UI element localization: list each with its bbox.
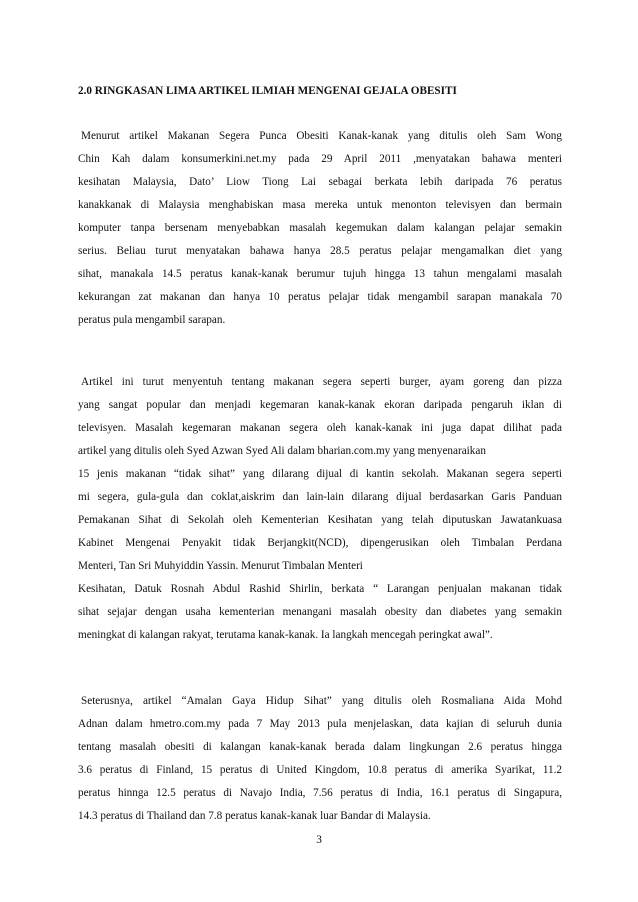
paragraph-line: mi segera, gula-gula dan coklat,aiskrim dan lain-lain dilarang dijual berdasarkan Garis Panduan (78, 491, 562, 503)
paragraph-line: sihat, manakala 14.5 peratus kanak-kanak berumur tujuh hingga 13 tahun mengalami masalah (78, 268, 562, 280)
paragraph-line: sihat sejajar dengan usaha kementerian menangani masalah obesity dan diabetes yang semakin (78, 606, 562, 618)
paragraph-line: peratus hinnga 12.5 peratus di Navajo India, 7.56 peratus di India, 16.1 peratus di Singapura, (78, 787, 562, 799)
paragraph-line: komputer tanpa bersenam menyebabkan masalah kegemukan dalam kalangan pelajar semakin (78, 222, 562, 234)
paragraph-line: 15 jenis makanan “tidak sihat” yang dilarang dijual di kantin sekolah. Makanan segera seperti (78, 468, 562, 480)
page-number: 3 (316, 834, 322, 846)
paragraph-line: kesihatan Malaysia, Dato’ Liow Tiong Lai sebagai berkata lebih daripada 76 peratus (78, 176, 562, 188)
paragraph-2 (78, 371, 562, 647)
paragraph-line: Menteri, Tan Sri Muhyiddin Yassin. Menurut Timbalan Menteri (78, 560, 363, 572)
paragraph-line: peratus pula mengambil sarapan. (78, 314, 226, 326)
paragraph-line: 14.3 peratus di Thailand dan 7.8 peratus kanak-kanak luar Bandar di Malaysia. (78, 810, 431, 822)
paragraph-line: Artikel ini turut menyentuh tentang makanan segera seperti burger, ayam goreng dan pizza (81, 376, 562, 388)
paragraph-line: Kabinet Mengenai Penyakit tidak Berjangkit(NCD), dipengerusikan oleh Timbalan Perdana (78, 537, 562, 549)
section-heading: 2.0 RINGKASAN LIMA ARTIKEL ILMIAH MENGENAI GEJALA OBESITI (78, 85, 457, 97)
paragraph-line: kanakkanak di Malaysia menghabiskan masa mereka untuk menonton televisyen dan bermain (78, 199, 562, 211)
paragraph-line: Seterusnya, artikel “Amalan Gaya Hidup Sihat” yang ditulis oleh Rosmaliana Aida Mohd (81, 695, 562, 707)
paragraph-3 (78, 690, 562, 828)
paragraph-line: yang sangat popular dan menjadi kegemaran kanak-kanak ekoran daripada pengaruh iklan di (78, 399, 562, 411)
paragraph-line: Pemakanan Sihat di Sekolah oleh Kementerian Kesihatan yang telah diputuskan Jawatankuasa (78, 514, 562, 526)
paragraph-line: tentang masalah obesiti di kalangan kanak-kanak berada dalam lingkungan 2.6 peratus hingga (78, 741, 562, 753)
paragraph-line: Kesihatan, Datuk Rosnah Abdul Rashid Shirlin, berkata “ Larangan penjualan makanan tidak (78, 583, 562, 595)
paragraph-line: 3.6 peratus di Finland, 15 peratus di United Kingdom, 10.8 peratus di amerika Syarikat, 11.2 (78, 764, 562, 776)
paragraph-line: serius. Beliau turut menyatakan bahawa hanya 28.5 peratus pelajar mengamalkan diet yang (78, 245, 562, 257)
paragraph-line: Chin Kah dalam konsumerkini.net.my pada 29 April 2011 ,menyatakan bahawa menteri (78, 153, 562, 165)
paragraph-line: artikel yang ditulis oleh Syed Azwan Syed Ali dalam bharian.com.my yang menyenaraikan (78, 445, 486, 457)
paragraph-line: Adnan dalam hmetro.com.my pada 7 May 2013 pula menjelaskan, data kajian di seluruh dunia (78, 718, 562, 730)
paragraph-line: Menurut artikel Makanan Segera Punca Obesiti Kanak-kanak yang ditulis oleh Sam Wong (81, 130, 562, 142)
paragraph-line: kekurangan zat makanan dan hanya 10 peratus pelajar tidak mengambil sarapan manakala 70 (78, 291, 562, 303)
paragraph-line: televisyen. Masalah kegemaran makanan segera oleh kanak-kanak ini juga dapat dilihat pada (78, 422, 562, 434)
paragraph-line: meningkat di kalangan rakyat, terutama kanak-kanak. Ia langkah mencegah peringkat awal”. (78, 629, 493, 641)
paragraph-1 (78, 125, 562, 332)
